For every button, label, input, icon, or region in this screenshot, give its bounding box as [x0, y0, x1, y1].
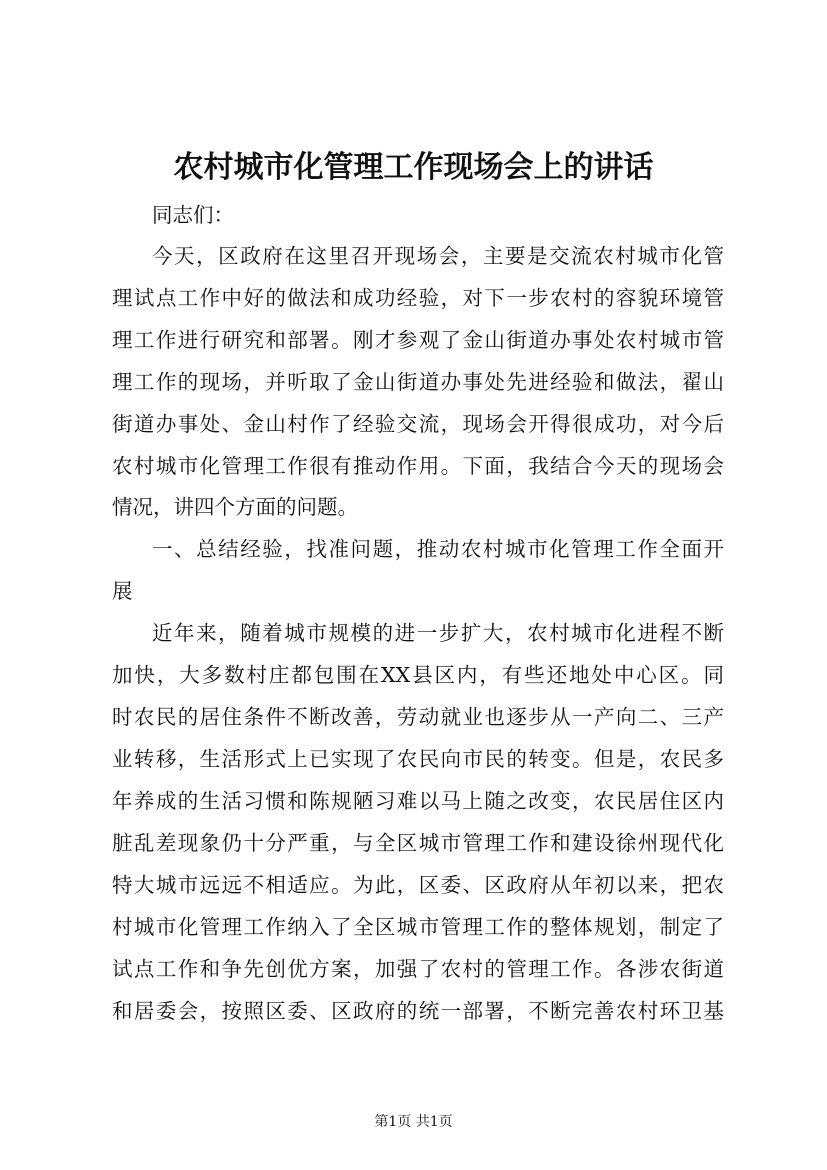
body-line: 理工作进行研究和部署。刚才参观了金山街道办事处农村城市管: [112, 328, 724, 352]
salutation: 同志们：: [152, 203, 234, 227]
body-line: 农村城市化管理工作很有推动作用。下面，我结合今天的现场会: [112, 454, 724, 478]
body-line: 理试点工作中好的做法和成功经验，对下一步农村的容貌环境管: [112, 286, 724, 310]
body-line: 时农民的居住条件不断改善，劳动就业也逐步从一产向二、三产: [112, 705, 724, 729]
page-number: 第1页 共1页: [374, 1114, 453, 1130]
body-line: 街道办事处、金山村作了经验交流，现场会开得很成功，对今后: [112, 412, 724, 436]
body-line: 试点工作和争先创优方案，加强了农村的管理工作。各涉农街道: [112, 957, 724, 981]
document-title: 农村城市化管理工作现场会上的讲话: [173, 150, 654, 185]
body-line: 今天，区政府在这里召开现场会，主要是交流农村城市化管: [152, 244, 724, 268]
section-heading: 展: [112, 579, 133, 603]
section-heading: 一、总结经验，找准问题，推动农村城市化管理工作全面开: [152, 537, 724, 561]
body-line: 加快，大多数村庄都包围在XX县区内，有些还地处中心区。同: [112, 663, 724, 687]
body-line: 理工作的现场，并听取了金山街道办事处先进经验和做法，翟山: [112, 370, 724, 394]
body-line: 业转移，生活形式上已实现了农民向市民的转变。但是，农民多: [112, 747, 724, 771]
body-line: 村城市化管理工作纳入了全区城市管理工作的整体规划，制定了: [112, 915, 724, 939]
body-line: 特大城市远远不相适应。为此，区委、区政府从年初以来，把农: [112, 873, 724, 897]
body-line: 近年来，随着城市规模的进一步扩大，农村城市化进程不断: [152, 621, 724, 645]
body-line: 情况，讲四个方面的问题。: [112, 495, 358, 519]
body-line: 和居委会，按照区委、区政府的统一部署，不断完善农村环卫基: [112, 999, 724, 1023]
body-line: 脏乱差现象仍十分严重，与全区城市管理工作和建设徐州现代化: [112, 831, 724, 855]
body-line: 年养成的生活习惯和陈规陋习难以马上随之改变，农民居住区内: [112, 789, 724, 813]
